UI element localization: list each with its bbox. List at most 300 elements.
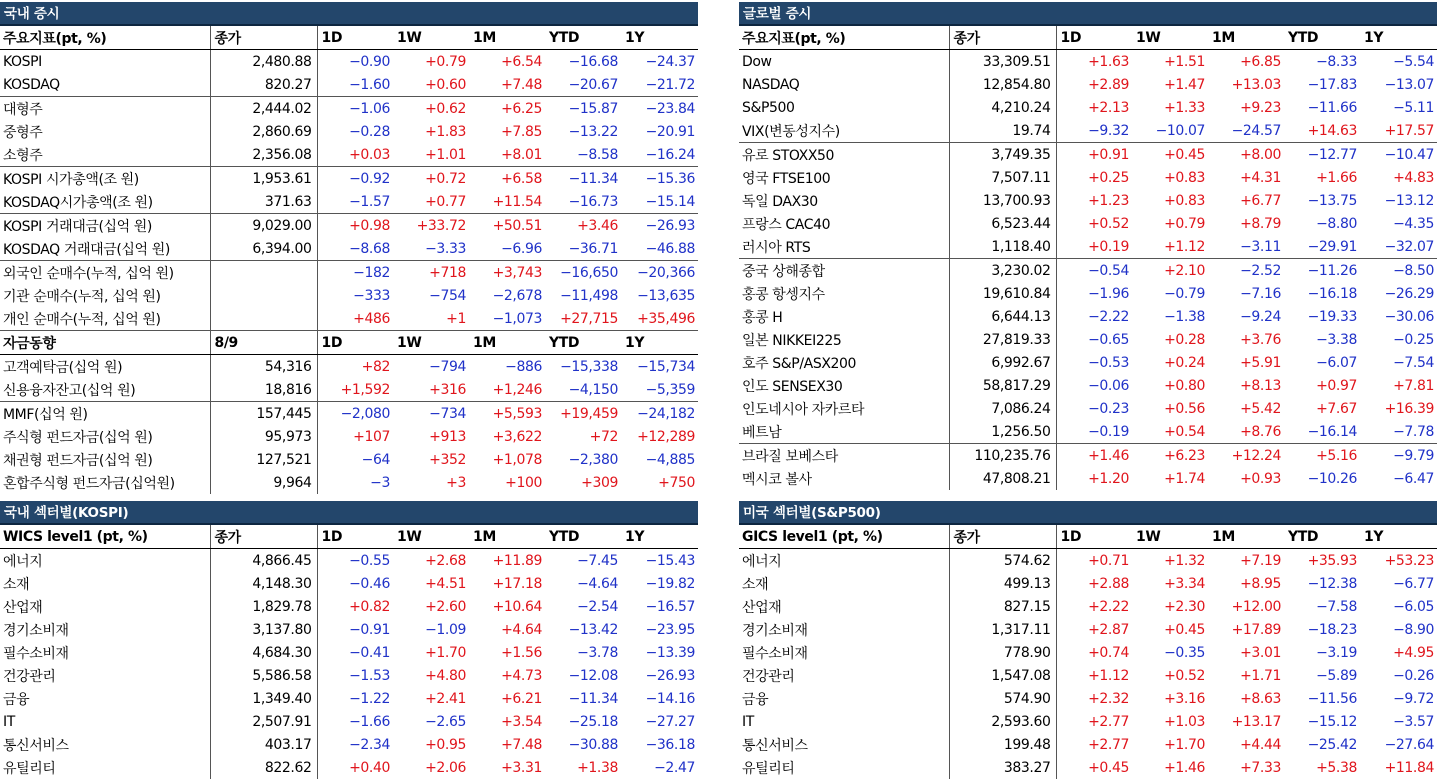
header-cell-1w: 1W: [1132, 26, 1208, 50]
table-row: [0, 687, 698, 710]
cell-ytd: −12.38: [1307, 575, 1357, 592]
cell-1m: +7.48: [501, 76, 542, 93]
cell-1w: +352: [429, 451, 466, 468]
cell-ytd: −8.58: [577, 146, 618, 163]
cell-close: 371.63: [210, 190, 317, 214]
cell-1m: +4.44: [1240, 736, 1281, 753]
cell-1d: −0.92: [317, 167, 393, 191]
cell-1y: +35,496: [637, 310, 695, 327]
cell-1w: +1.01: [425, 146, 466, 163]
cell-ytd: −12.08: [568, 667, 618, 684]
cell-1y: −30.06: [1384, 308, 1434, 325]
cell-ytd: −12.77: [1284, 143, 1360, 167]
cell-1d: +107: [353, 428, 390, 445]
cell-1w: +0.28: [1164, 331, 1205, 348]
cell-ytd: −19.33: [1307, 308, 1357, 325]
cell-1y: −5,359: [645, 381, 695, 398]
cell-ytd: −4.64: [577, 575, 618, 592]
cell-ytd: −25.42: [1307, 736, 1357, 753]
cell-1m: +11.89: [492, 552, 542, 569]
table-row: [0, 261, 698, 285]
cell-close: 19,610.84: [949, 282, 1056, 305]
cell-1w: +0.95: [425, 736, 466, 753]
cell-1d: −1.60: [349, 76, 390, 93]
header-cell-1y: 1Y: [621, 331, 698, 355]
cell-close: 1,829.78: [210, 595, 317, 618]
cell-name: 유틸리티: [739, 756, 949, 779]
cell-name: 대형주: [0, 97, 210, 121]
cell-1m: +8.63: [1240, 690, 1281, 707]
cell-close: 3,749.35: [949, 143, 1056, 167]
table-row: [0, 664, 698, 687]
cell-1y: −20,366: [621, 261, 698, 285]
cell-ytd: −8.33: [1316, 53, 1357, 70]
cell-name: 홍콩 H: [739, 305, 949, 328]
cell-close: 1,547.08: [949, 664, 1056, 687]
cell-ytd: −11.34: [545, 167, 621, 191]
cell-ytd: −2,380: [568, 451, 618, 468]
cell-1w: −0.79: [1164, 285, 1205, 302]
cell-1w: +0.79: [425, 53, 466, 70]
domestic-market-panel: [0, 2, 698, 494]
cell-1m: +13.03: [1231, 76, 1281, 93]
cell-close: 9,029.00: [210, 214, 317, 238]
cell-1m: −1,073: [492, 310, 542, 327]
table-row: [739, 467, 1437, 490]
table-row: [0, 284, 698, 307]
cell-1d: +2.77: [1088, 736, 1129, 753]
cell-close: [210, 307, 317, 331]
cell-close: 2,356.08: [210, 143, 317, 167]
cell-1w: +1.51: [1164, 53, 1205, 70]
cell-ytd: −16.73: [568, 193, 618, 210]
cell-1d: −1.06: [317, 97, 393, 121]
cell-1y: −6.77: [1393, 575, 1434, 592]
cell-1m: −2,678: [492, 287, 542, 304]
table-row: [0, 471, 698, 494]
cell-1d: −182: [317, 261, 393, 285]
header-cell-1m: 1M: [1208, 26, 1284, 50]
cell-name: KOSDAQ: [0, 73, 210, 97]
cell-1d: −0.65: [1088, 331, 1129, 348]
cell-name: 고객예탁금(십억 원): [0, 355, 210, 379]
cell-1w: +3.16: [1164, 690, 1205, 707]
cell-close: 4,148.30: [210, 572, 317, 595]
cell-close: 574.90: [949, 687, 1056, 710]
cell-ytd: +72: [589, 428, 618, 445]
cell-ytd: −3.19: [1316, 644, 1357, 661]
cell-ytd: +5.38: [1316, 759, 1357, 776]
cell-1y: −9.72: [1393, 690, 1434, 707]
cell-1d: +1.23: [1088, 192, 1129, 209]
global-market-title: 글로벌 증시: [739, 2, 1437, 26]
cell-name: 브라질 보베스타: [739, 444, 949, 468]
header-cell-1d: 1D: [317, 26, 393, 50]
cell-ytd: +1.38: [577, 759, 618, 776]
cell-1w: +2.06: [425, 759, 466, 776]
table-row: [739, 664, 1437, 687]
cell-1m: +5,593: [469, 402, 545, 426]
cell-close: [210, 284, 317, 307]
header-cell-ytd: YTD: [1284, 525, 1360, 549]
table-row: [739, 733, 1437, 756]
cell-ytd: −8.80: [1316, 215, 1357, 232]
cell-1w: +2.41: [425, 690, 466, 707]
table-row: [739, 444, 1437, 468]
cell-name: 멕시코 볼사: [739, 467, 949, 490]
cell-1m: +6.77: [1240, 192, 1281, 209]
cell-1m: +7.85: [501, 123, 542, 140]
table-header-row: [739, 525, 1437, 549]
cell-close: 199.48: [949, 733, 1056, 756]
table-row: [0, 214, 698, 238]
cell-1d: +2.32: [1088, 690, 1129, 707]
cell-ytd: −17.83: [1307, 76, 1357, 93]
cell-name: 주식형 펀드자금(십억 원): [0, 425, 210, 448]
cell-1y: −27.64: [1384, 736, 1434, 753]
cell-1m: +7.19: [1240, 552, 1281, 569]
cell-1y: −23.95: [645, 621, 695, 638]
cell-1y: −15.36: [621, 167, 698, 191]
cell-1w: +0.60: [425, 76, 466, 93]
cell-1d: +0.45: [1088, 759, 1129, 776]
header-cell-1d: 1D: [1056, 525, 1132, 549]
cell-1w: +1.33: [1164, 99, 1205, 116]
us-sector-table: [739, 525, 1437, 779]
cell-close: 383.27: [949, 756, 1056, 779]
cell-1y: −10.47: [1360, 143, 1437, 167]
header-cell-1d: 1D: [317, 331, 393, 355]
cell-name: MMF(십억 원): [0, 402, 210, 426]
cell-name: 통신서비스: [739, 733, 949, 756]
cell-1m: +8.76: [1240, 423, 1281, 440]
cell-close: 18,816: [210, 378, 317, 402]
cell-1d: −3: [370, 474, 390, 491]
cell-1d: −0.46: [349, 575, 390, 592]
cell-ytd: +35.93: [1307, 552, 1357, 569]
cell-close: 27,819.33: [949, 328, 1056, 351]
cell-close: 574.62: [949, 549, 1056, 573]
cell-name: IT: [0, 710, 210, 733]
table-row: [0, 378, 698, 402]
cell-ytd: −15.87: [545, 97, 621, 121]
table-row: [0, 756, 698, 779]
cell-1d: −2.34: [349, 736, 390, 753]
cell-1m: +17.18: [492, 575, 542, 592]
cell-name: 중국 상해종합: [739, 259, 949, 283]
header-cell-1y: 1Y: [1360, 525, 1437, 549]
table-row: [739, 420, 1437, 444]
table-header-row: [0, 525, 698, 549]
cell-1d: −0.41: [349, 644, 390, 661]
cell-ytd: −18.23: [1307, 621, 1357, 638]
header-cell-1y: 1Y: [621, 525, 698, 549]
cell-1d: +0.03: [349, 146, 390, 163]
cell-1w: −10.07: [1155, 122, 1205, 139]
cell-1w: +316: [429, 381, 466, 398]
cell-close: 1,317.11: [949, 618, 1056, 641]
cell-close: 110,235.76: [949, 444, 1056, 468]
cell-name: S&P500: [739, 96, 949, 119]
domestic-market-table: [0, 26, 698, 494]
cell-name: 유틸리티: [0, 756, 210, 779]
table-row: [739, 756, 1437, 779]
header-cell-close: 종가: [210, 26, 317, 50]
us-sector-title: 미국 섹터별(S&P500): [739, 501, 1437, 525]
cell-1d: +0.98: [317, 214, 393, 238]
cell-name: 소재: [739, 572, 949, 595]
domestic-sector-title: 국내 섹터별(KOSPI): [0, 501, 698, 525]
cell-1d: +2.13: [1088, 99, 1129, 116]
cell-1d: +0.91: [1056, 143, 1132, 167]
cell-name: 산업재: [739, 595, 949, 618]
cell-close: 1,349.40: [210, 687, 317, 710]
cell-1y: −46.88: [645, 240, 695, 257]
cell-1y: +11.84: [1384, 759, 1434, 776]
cell-1y: +4.83: [1393, 169, 1434, 186]
cell-1w: +1.46: [1164, 759, 1205, 776]
cell-1y: −36.18: [645, 736, 695, 753]
cell-close: 1,953.61: [210, 167, 317, 191]
header-cell-1w: 1W: [1132, 525, 1208, 549]
table-row: [0, 448, 698, 471]
cell-ytd: −16.18: [1307, 285, 1357, 302]
table-row: [0, 167, 698, 191]
cell-1w: +913: [429, 428, 466, 445]
cell-close: 5,586.58: [210, 664, 317, 687]
cell-ytd: −6.07: [1316, 354, 1357, 371]
cell-close: 2,444.02: [210, 97, 317, 121]
cell-1w: +3.34: [1164, 575, 1205, 592]
cell-1d: −0.90: [349, 53, 390, 70]
cell-ytd: −11,498: [560, 287, 618, 304]
cell-1y: −5.11: [1393, 99, 1434, 116]
cell-close: 6,992.67: [949, 351, 1056, 374]
table-row: [739, 73, 1437, 96]
header-cell-close: 8/9: [210, 331, 317, 355]
header-cell-1m: 1M: [1208, 525, 1284, 549]
cell-1w: −0.35: [1164, 644, 1205, 661]
cell-1y: −6.47: [1393, 470, 1434, 487]
table-row: [0, 618, 698, 641]
cell-close: 127,521: [210, 448, 317, 471]
cell-1y: −23.84: [621, 97, 698, 121]
cell-1m: +3.31: [501, 759, 542, 776]
cell-1y: +750: [658, 474, 695, 491]
cell-ytd: −13.75: [1307, 192, 1357, 209]
table-row: [0, 710, 698, 733]
cell-1d: −1.53: [349, 667, 390, 684]
cell-1y: −19.82: [645, 575, 695, 592]
cell-1m: −24.57: [1231, 122, 1281, 139]
cell-1y: +7.81: [1393, 377, 1434, 394]
cell-close: 157,445: [210, 402, 317, 426]
cell-1m: +100: [505, 474, 542, 491]
cell-1y: −26.29: [1384, 285, 1434, 302]
table-row: [739, 572, 1437, 595]
cell-1m: +6.54: [501, 53, 542, 70]
cell-close: 54,316: [210, 355, 317, 379]
cell-1m: +8.95: [1240, 575, 1281, 592]
cell-name: 중형주: [0, 120, 210, 143]
cell-1m: +7.33: [1240, 759, 1281, 776]
header-cell-close: 종가: [210, 525, 317, 549]
cell-1y: −15,734: [637, 358, 695, 375]
cell-1y: +4.95: [1393, 644, 1434, 661]
cell-close: 4,210.24: [949, 96, 1056, 119]
table-header-row: [0, 26, 698, 50]
cell-name: KOSPI 시가총액(조 원): [0, 167, 210, 191]
cell-1y: −4.35: [1393, 215, 1434, 232]
cell-1d: −1.66: [349, 713, 390, 730]
cell-1w: +0.72: [393, 167, 469, 191]
cell-name: 필수소비재: [0, 641, 210, 664]
cell-1w: +718: [393, 261, 469, 285]
cell-close: 7,086.24: [949, 397, 1056, 420]
cell-1y: −20.91: [645, 123, 695, 140]
cell-1y: −14.16: [645, 690, 695, 707]
cell-1d: +486: [353, 310, 390, 327]
cell-1m: −7.16: [1240, 285, 1281, 302]
cell-ytd: −29.91: [1307, 238, 1357, 255]
cell-1y: −0.25: [1393, 331, 1434, 348]
header-cell-name: GICS level1 (pt, %): [739, 525, 949, 549]
table-row: [739, 710, 1437, 733]
table-row: [0, 143, 698, 167]
cell-1d: −0.19: [1088, 423, 1129, 440]
cell-1m: +6.25: [469, 97, 545, 121]
cell-ytd: −16,650: [545, 261, 621, 285]
cell-1y: −15.14: [645, 193, 695, 210]
cell-ytd: −30.88: [568, 736, 618, 753]
cell-ytd: −4,150: [568, 381, 618, 398]
table-row: [739, 212, 1437, 235]
cell-close: 4,684.30: [210, 641, 317, 664]
cell-1d: −0.23: [1088, 400, 1129, 417]
cell-1d: +0.40: [349, 759, 390, 776]
table-row: [0, 572, 698, 595]
cell-close: 13,700.93: [949, 189, 1056, 212]
cell-1y: −27.27: [645, 713, 695, 730]
cell-1m: +9.23: [1240, 99, 1281, 116]
table-row: [0, 641, 698, 664]
cell-name: IT: [739, 710, 949, 733]
cell-1m: +6.85: [1240, 53, 1281, 70]
cell-1d: −0.06: [1088, 377, 1129, 394]
cell-name: 통신서비스: [0, 733, 210, 756]
cell-1w: +0.83: [1164, 192, 1205, 209]
cell-1m: +8.13: [1240, 377, 1281, 394]
cell-ytd: +5.16: [1284, 444, 1360, 468]
cell-1m: +8.01: [501, 146, 542, 163]
table-row: [739, 189, 1437, 212]
cell-1d: −1.22: [349, 690, 390, 707]
cell-1d: −64: [361, 451, 390, 468]
cell-1d: −0.53: [1088, 354, 1129, 371]
cell-ytd: −11.34: [568, 690, 618, 707]
cell-name: KOSDAQ시가총액(조 원): [0, 190, 210, 214]
cell-name: 홍콩 항셍지수: [739, 282, 949, 305]
table-row: [0, 549, 698, 573]
table-row: [0, 237, 698, 261]
cell-ytd: −13.22: [568, 123, 618, 140]
table-row: [739, 143, 1437, 167]
cell-1w: +1.74: [1164, 470, 1205, 487]
table-row: [739, 351, 1437, 374]
cell-1y: −26.93: [621, 214, 698, 238]
cell-1w: +4.80: [425, 667, 466, 684]
cell-ytd: −15,338: [560, 358, 618, 375]
cell-ytd: −11.56: [1307, 690, 1357, 707]
cell-close: 2,593.60: [949, 710, 1056, 733]
table-header-row: [0, 331, 698, 355]
cell-ytd: +0.97: [1316, 377, 1357, 394]
cell-name: 소재: [0, 572, 210, 595]
cell-name: 외국인 순매수(누적, 십억 원): [0, 261, 210, 285]
cell-1m: −6.96: [501, 240, 542, 257]
cell-1m: +50.51: [469, 214, 545, 238]
table-row: [739, 259, 1437, 283]
cell-ytd: −16.14: [1307, 423, 1357, 440]
cell-ytd: +27,715: [560, 310, 618, 327]
cell-1d: −0.28: [349, 123, 390, 140]
table-row: [739, 641, 1437, 664]
cell-1w: +6.23: [1132, 444, 1208, 468]
cell-close: 3,137.80: [210, 618, 317, 641]
table-row: [739, 50, 1437, 74]
cell-ytd: +19,459: [545, 402, 621, 426]
cell-close: 33,309.51: [949, 50, 1056, 74]
header-cell-ytd: YTD: [545, 26, 621, 50]
cell-1w: +33.72: [393, 214, 469, 238]
table-row: [0, 97, 698, 121]
cell-1w: −754: [429, 287, 466, 304]
cell-1m: +13.17: [1231, 713, 1281, 730]
cell-1w: −734: [393, 402, 469, 426]
cell-1y: −6.05: [1393, 598, 1434, 615]
cell-1m: +12.00: [1231, 598, 1281, 615]
cell-name: 경기소비재: [739, 618, 949, 641]
cell-1w: −3.33: [425, 240, 466, 257]
cell-1w: −1.38: [1164, 308, 1205, 325]
cell-ytd: −10.26: [1307, 470, 1357, 487]
cell-1d: −2.22: [1088, 308, 1129, 325]
cell-1w: +0.56: [1164, 400, 1205, 417]
cell-close: 6,523.44: [949, 212, 1056, 235]
cell-1y: −8.90: [1393, 621, 1434, 638]
header-cell-close: 종가: [949, 26, 1056, 50]
cell-1m: +4.31: [1240, 169, 1281, 186]
cell-1y: −32.07: [1384, 238, 1434, 255]
cell-1m: +3.54: [501, 713, 542, 730]
cell-1m: +8.00: [1208, 143, 1284, 167]
cell-1w: +0.62: [393, 97, 469, 121]
cell-1m: +1,078: [492, 451, 542, 468]
header-cell-close: 종가: [949, 525, 1056, 549]
header-cell-1d: 1D: [1056, 26, 1132, 50]
cell-ytd: −13.42: [568, 621, 618, 638]
cell-1w: +2.30: [1164, 598, 1205, 615]
cell-1m: −886: [505, 358, 542, 375]
table-row: [0, 190, 698, 214]
cell-1d: +2.22: [1088, 598, 1129, 615]
cell-close: 2,507.91: [210, 710, 317, 733]
cell-1y: −7.54: [1393, 354, 1434, 371]
cell-name: 유로 STOXX50: [739, 143, 949, 167]
cell-ytd: −16.68: [568, 53, 618, 70]
cell-1w: −794: [429, 358, 466, 375]
cell-1y: −16.24: [645, 146, 695, 163]
